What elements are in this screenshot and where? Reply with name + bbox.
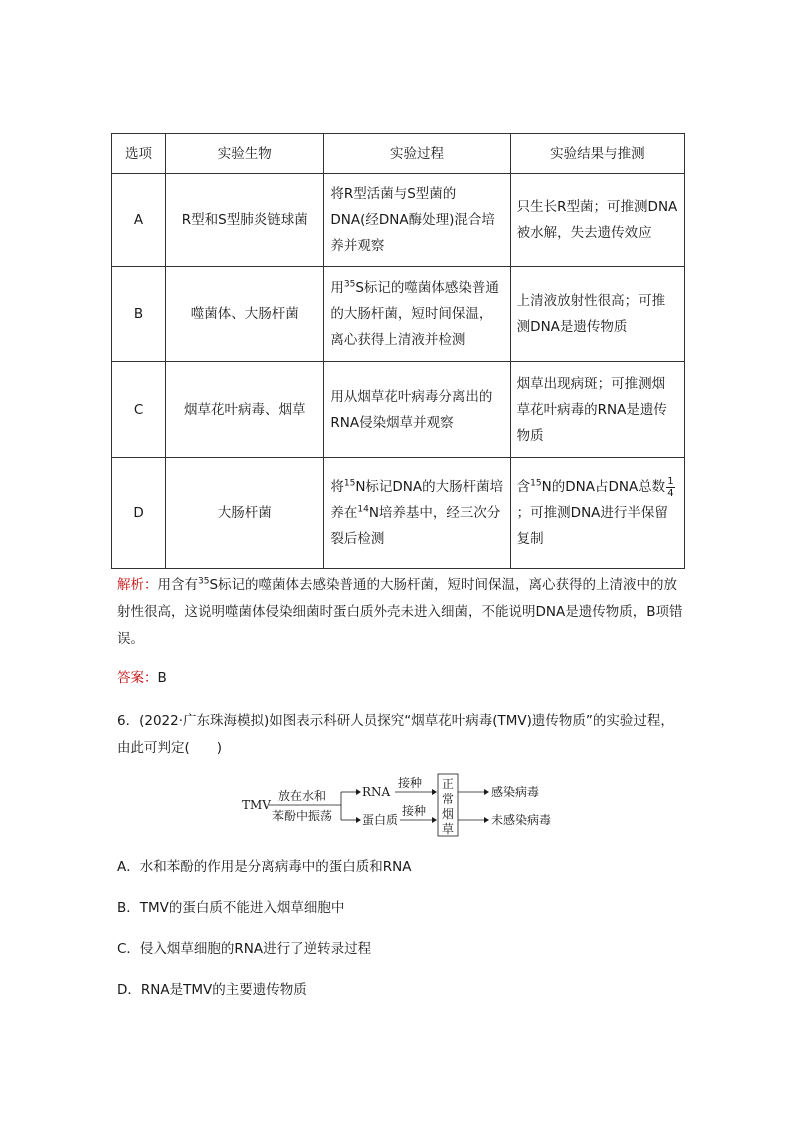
table-header-row bbox=[112, 134, 685, 174]
explanation-paragraph: 解析：用含有$^{35}$S标记的噬菌体去感染普通的大肠杆菌，短时间保温，离心获得的上清液中的放射性很高，这说明噬菌体侵染细菌时蛋白质外壳未进入细菌，不能说明DNA是遗传物质，B项错误。 bbox=[117, 576, 683, 647]
result-infected: 感染病毒 bbox=[491, 785, 540, 799]
header-option: 选项 bbox=[112, 134, 166, 174]
arrowhead bbox=[356, 789, 361, 795]
option-d: D．RNA是TMV的主要遗传物质 bbox=[117, 982, 307, 998]
row-d-process: 将$^{15}$N标记DNA的大肠杆菌培养在$^{14}$N培养基中，经三次分裂后检测 bbox=[324, 458, 510, 569]
row-b-organism: 噬菌体、大肠杆菌 bbox=[166, 267, 324, 362]
header-process: 实验过程 bbox=[324, 134, 510, 174]
inoculate-label-bottom: 接种 bbox=[402, 804, 427, 818]
header-result: 实验结果与推测 bbox=[510, 134, 684, 174]
row-c-process: 用从烟草花叶病毒分离出的RNA侵染烟草并观察 bbox=[324, 362, 510, 458]
fraction: $\frac{1}{4}$ bbox=[667, 475, 674, 499]
row-a-process: 将R型活菌与S型菌的DNA(经DNA酶处理)混合培养并观察 bbox=[324, 174, 510, 267]
question-stem: 6．(2022·广东珠海模拟)如图表示科研人员探究“烟草花叶病毒(TMV)遗传物质”的实验过程，由此可判定( ) bbox=[117, 713, 674, 756]
option-a: A．水和苯酚的作用是分离病毒中的蛋白质和RNA bbox=[117, 859, 412, 875]
row-c-organism: 烟草花叶病毒、烟草 bbox=[166, 362, 324, 458]
treatment-line2: 苯酚中振荡 bbox=[272, 809, 333, 823]
row-a-result: 只生长R型菌；可推测DNA被水解，失去遗传效应 bbox=[510, 174, 684, 267]
table-row bbox=[112, 267, 685, 362]
treatment-line1: 放在水和 bbox=[278, 789, 327, 803]
row-b-option: B bbox=[112, 267, 166, 362]
option-c: C．侵入烟草细胞的RNA进行了逆转录过程 bbox=[117, 941, 372, 957]
row-d-organism: 大肠杆菌 bbox=[166, 458, 324, 569]
explanation-label: 解析： bbox=[117, 577, 158, 593]
arrowhead bbox=[432, 789, 437, 795]
answer-value: B bbox=[157, 670, 167, 686]
tobacco-char: 烟 bbox=[442, 807, 455, 821]
rna-label: RNA bbox=[362, 785, 391, 799]
answer-label: 答案： bbox=[117, 670, 158, 686]
row-c-option: C bbox=[112, 362, 166, 458]
tobacco-char: 正 bbox=[442, 777, 455, 791]
arrowhead bbox=[356, 817, 361, 823]
tobacco-char: 常 bbox=[442, 792, 455, 806]
row-b-result: 上清液放射性很高；可推测DNA是遗传物质 bbox=[510, 267, 684, 362]
table-row bbox=[112, 174, 685, 267]
row-d-option: D bbox=[112, 458, 166, 569]
tmv-label: TMV bbox=[242, 798, 271, 812]
arrowhead bbox=[432, 817, 437, 823]
table-row bbox=[112, 362, 685, 458]
experiment-table bbox=[111, 133, 685, 569]
table-row bbox=[112, 458, 685, 569]
protein-label: 蛋白质 bbox=[362, 813, 399, 827]
inoculate-label-top: 接种 bbox=[398, 776, 423, 790]
header-organism: 实验生物 bbox=[166, 134, 324, 174]
answer-line bbox=[117, 665, 687, 692]
arrowhead bbox=[484, 817, 489, 823]
tobacco-char: 草 bbox=[442, 822, 455, 836]
arrowhead bbox=[484, 789, 489, 795]
row-a-option: A bbox=[112, 174, 166, 267]
row-d-result: 含$^{15}$N的DNA占DNA总数 $\frac{1}{4}$ ；可推测DNA进行半保留复制 bbox=[510, 458, 684, 569]
row-c-result: 烟草出现病斑；可推测烟草花叶病毒的RNA是遗传物质 bbox=[510, 362, 684, 458]
row-a-organism: R型和S型肺炎链球菌 bbox=[166, 174, 324, 267]
result-not-infected: 未感染病毒 bbox=[491, 813, 552, 827]
row-b-process: 用$^{35}$S标记的噬菌体感染普通的大肠杆菌，短时间保温，离心获得上清液并检测 bbox=[324, 267, 510, 362]
experiment-flow-diagram bbox=[240, 770, 560, 840]
option-b: B．TMV的蛋白质不能进入烟草细胞中 bbox=[117, 900, 345, 916]
